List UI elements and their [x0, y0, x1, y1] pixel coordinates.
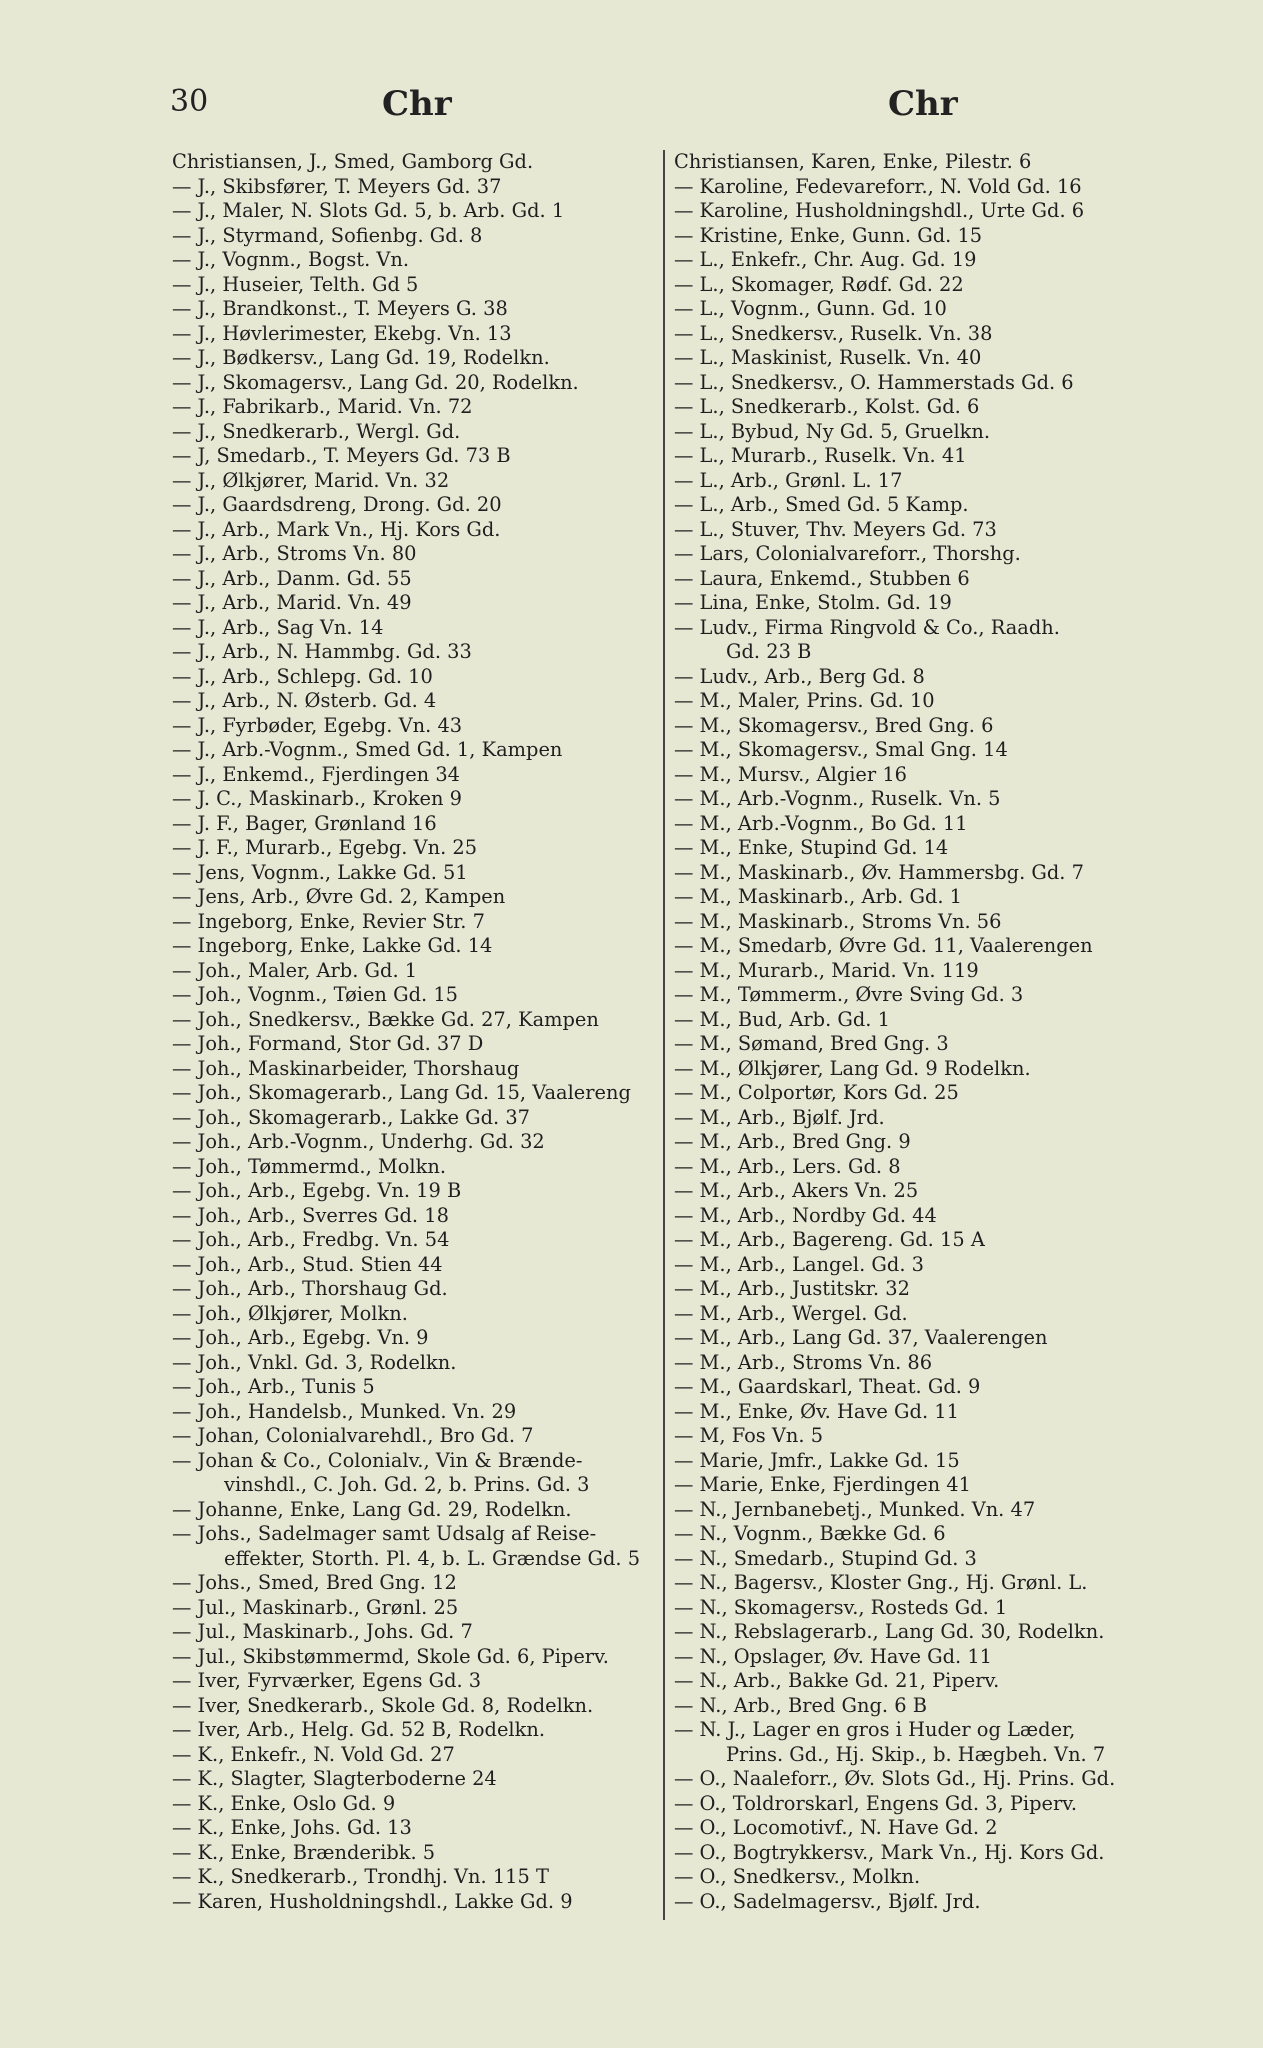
directory-entry: — L., Snedkersv., O. Hammerstads Gd. 6 [674, 370, 1074, 394]
directory-entry: — J., Arb., Mark Vn., Hj. Kors Gd. [172, 517, 501, 541]
directory-entry: — L., Maskinist, Ruselk. Vn. 40 [674, 346, 982, 369]
directory-entry: — J., Arb., Danm. Gd. 55 [172, 566, 412, 590]
directory-entry: — N., Smedarb., Stupind Gd. 3 [674, 1546, 977, 1570]
left-running-head: Chr [382, 84, 452, 124]
directory-entry: — Joh., Formand, Stor Gd. 37 D [172, 1032, 484, 1055]
directory-entry: — Joh., Arb., Sverres Gd. 18 [172, 1203, 449, 1227]
directory-entry: — L., Snedkerarb., Kolst. Gd. 6 [674, 395, 980, 418]
directory-entry: — J., Huseier, Telth. Gd 5 [172, 272, 419, 296]
directory-entry: — J., Arb., N. Hammbg. Gd. 33 [172, 640, 472, 663]
directory-entry: — M., Arb., Akers Vn. 25 [674, 1179, 919, 1202]
directory-entry: — Johan & Co., Colonialv., Vin & Brænde- [172, 1448, 583, 1472]
directory-entry: — J., Arb., Marid. Vn. 49 [172, 591, 412, 614]
directory-entry: — J., Ølkjører, Marid. Vn. 32 [172, 468, 450, 492]
directory-entry: — M., Maskinarb., Stroms Vn. 56 [674, 909, 1002, 933]
directory-entry: — M., Arb., Justitskr. 32 [674, 1277, 910, 1300]
page-number: 30 [170, 84, 209, 119]
directory-entry: — Karen, Husholdningshdl., Lakke Gd. 9 [172, 1889, 573, 1913]
directory-entry: — M., Tømmerm., Øvre Sving Gd. 3 [674, 983, 1024, 1006]
directory-entry: — M., Smedarb, Øvre Gd. 11, Vaalerengen [674, 934, 1093, 957]
directory-entry: — Joh., Maskinarbeider, Thorshaug [172, 1056, 520, 1080]
directory-entry: — Kristine, Enke, Gunn. Gd. 15 [674, 223, 983, 247]
directory-entry: — Joh., Maler, Arb. Gd. 1 [172, 958, 418, 982]
directory-entry: — Joh., Tømmermd., Molkn. [172, 1154, 447, 1178]
directory-entry: — Ludv., Arb., Berg Gd. 8 [674, 664, 925, 688]
directory-entry: — J., Arb., Stroms Vn. 80 [172, 542, 417, 565]
directory-entry: — J., Snedkerarb., Wergl. Gd. [172, 419, 461, 443]
directory-entry: — M., Enke, Stupind Gd. 14 [674, 836, 949, 859]
directory-entry: — Joh., Arb., Thorshaug Gd. [172, 1277, 448, 1300]
directory-entry: — Johs., Smed, Bred Gng. 12 [172, 1571, 457, 1594]
directory-entry: — M., Enke, Øv. Have Gd. 11 [674, 1399, 959, 1423]
left-column [172, 150, 652, 1970]
directory-entry: — Joh., Skomagerarb., Lakke Gd. 37 [172, 1105, 531, 1129]
directory-entry: Prins. Gd., Hj. Skip., b. Hægbeh. Vn. 7 [726, 1742, 1106, 1766]
right-running-head: Chr [888, 84, 958, 124]
column-divider [663, 150, 665, 1920]
directory-entry: — O., Toldrorskarl, Engens Gd. 3, Piperv. [674, 1791, 1078, 1815]
directory-entry: — N., Vognm., Bække Gd. 6 [674, 1522, 946, 1545]
directory-entry: Christiansen, Karen, Enke, Pilestr. 6 [674, 150, 1032, 173]
directory-entry: — Johanne, Enke, Lang Gd. 29, Rodelkn. [172, 1497, 572, 1521]
directory-entry: — Joh., Arb., Fredbg. Vn. 54 [172, 1228, 450, 1251]
directory-entry: — J., Skomagersv., Lang Gd. 20, Rodelkn. [172, 370, 579, 394]
directory-entry: — M., Arb., Bjølf. Jrd. [674, 1105, 885, 1129]
directory-entry: — M., Mursv., Algier 16 [674, 762, 908, 786]
directory-entry: — Jens, Arb., Øvre Gd. 2, Kampen [172, 885, 506, 908]
directory-entry: — J., Arb., Sag Vn. 14 [172, 615, 384, 639]
directory-entry: — Jens, Vognm., Lakke Gd. 51 [172, 860, 468, 884]
directory-entry: — Marie, Enke, Fjerdingen 41 [674, 1473, 971, 1496]
directory-entry: — M, Fos Vn. 5 [674, 1424, 824, 1447]
directory-entry: — Karoline, Husholdningshdl., Urte Gd. 6 [674, 199, 1085, 222]
directory-entry: — L., Arb., Grønl. L. 17 [674, 468, 903, 492]
directory-entry: — Karoline, Fedevareforr., N. Vold Gd. 16 [674, 174, 1082, 198]
directory-entry: — Joh., Arb.-Vognm., Underhg. Gd. 32 [172, 1130, 545, 1153]
directory-entry: — K., Snedkerarb., Trondhj. Vn. 115 T [172, 1865, 549, 1888]
directory-entry: — O., Snedkersv., Molkn. [674, 1865, 921, 1888]
directory-entry: — Ingeborg, Enke, Revier Str. 7 [172, 909, 485, 933]
directory-entry: — M., Sømand, Bred Gng. 3 [674, 1032, 949, 1055]
directory-entry: — Joh., Ølkjører, Molkn. [172, 1301, 408, 1325]
directory-entry: vinshdl., C. Joh. Gd. 2, b. Prins. Gd. 3 [224, 1473, 590, 1496]
directory-entry: — L., Murarb., Ruselk. Vn. 41 [674, 444, 967, 467]
directory-entry: effekter, Storth. Pl. 4, b. L. Grændse Gd. 5 [224, 1546, 641, 1570]
directory-entry: — Iver, Arb., Helg. Gd. 52 B, Rodelkn. [172, 1718, 546, 1741]
directory-entry: — L., Snedkersv., Ruselk. Vn. 38 [674, 321, 993, 345]
directory-entry: Christiansen, J., Smed, Gamborg Gd. [172, 150, 534, 173]
directory-entry: — M., Arb., Lang Gd. 37, Vaalerengen [674, 1326, 1048, 1349]
directory-entry: — K., Slagter, Slagterboderne 24 [172, 1767, 497, 1790]
directory-entry: — J., Arb.-Vognm., Smed Gd. 1, Kampen [172, 738, 563, 761]
directory-entry: — Jul., Maskinarb., Grønl. 25 [172, 1595, 459, 1619]
directory-entry: — M., Colportør, Kors Gd. 25 [674, 1081, 959, 1104]
directory-entry: — K., Enkefr., N. Vold Gd. 27 [172, 1742, 455, 1766]
directory-entry: — J., Fyrbøder, Egebg. Vn. 43 [172, 713, 463, 737]
directory-entry: — L., Stuver, Thv. Meyers Gd. 73 [674, 517, 997, 541]
right-column [674, 150, 1159, 1970]
directory-entry: — L., Enkefr., Chr. Aug. Gd. 19 [674, 248, 977, 271]
directory-entry: — Joh., Vognm., Tøien Gd. 15 [172, 983, 458, 1006]
directory-entry: — Laura, Enkemd., Stubben 6 [674, 566, 970, 590]
directory-entry: — K., Enke, Oslo Gd. 9 [172, 1791, 396, 1815]
directory-entry: — K., Enke, Brænderibk. 5 [172, 1840, 436, 1864]
directory-entry: — Ludv., Firma Ringvold & Co., Raadh. [674, 615, 1060, 639]
directory-entry: — M., Skomagersv., Smal Gng. 14 [674, 738, 1008, 761]
directory-entry: — Joh., Vnkl. Gd. 3, Rodelkn. [172, 1350, 457, 1374]
directory-entry: — N., Bagersv., Kloster Gng., Hj. Grønl. L. [674, 1571, 1088, 1594]
directory-entry: — M., Arb., Langel. Gd. 3 [674, 1252, 924, 1276]
directory-entry: — Marie, Jmfr., Lakke Gd. 15 [674, 1448, 960, 1472]
directory-entry: — O., Bogtrykkersv., Mark Vn., Hj. Kors Gd. [674, 1840, 1105, 1864]
directory-entry: — N. J., Lager en gros i Huder og Læder, [674, 1718, 1076, 1741]
directory-entry: — M., Arb., Stroms Vn. 86 [674, 1350, 933, 1374]
directory-entry: — J., Bødkersv., Lang Gd. 19, Rodelkn. [172, 346, 550, 369]
directory-entry: — Iver, Snedkerarb., Skole Gd. 8, Rodelkn. [172, 1693, 594, 1717]
directory-entry: — M., Ølkjører, Lang Gd. 9 Rodelkn. [674, 1056, 1031, 1080]
directory-entry: — O., Locomotivf., N. Have Gd. 2 [674, 1816, 998, 1839]
directory-entry: — Ingeborg, Enke, Lakke Gd. 14 [172, 934, 493, 957]
directory-entry: — M., Maler, Prins. Gd. 10 [674, 689, 935, 712]
directory-entry: — M., Arb., Nordby Gd. 44 [674, 1203, 937, 1227]
directory-entry: — L., Skomager, Rødf. Gd. 22 [674, 272, 964, 296]
directory-entry: — M., Arb., Bagereng. Gd. 15 A [674, 1228, 985, 1251]
directory-entry: — J., Enkemd., Fjerdingen 34 [172, 762, 460, 786]
directory-entry: — Johan, Colonialvarehdl., Bro Gd. 7 [172, 1424, 534, 1447]
directory-entry: — N., Arb., Bakke Gd. 21, Piperv. [674, 1669, 1000, 1692]
directory-entry: — K., Enke, Johs. Gd. 13 [172, 1816, 412, 1839]
directory-entry: — J. C., Maskinarb., Kroken 9 [172, 787, 462, 810]
directory-entry: — M., Arb., Lers. Gd. 8 [674, 1154, 901, 1178]
directory-entry: — Lars, Colonialvareforr., Thorshg. [674, 542, 1021, 565]
directory-entry: — J., Brandkonst., T. Meyers G. 38 [172, 297, 508, 320]
directory-entry: — Joh., Arb., Egebg. Vn. 9 [172, 1326, 429, 1349]
directory-entry: — J., Maler, N. Slots Gd. 5, b. Arb. Gd. 1 [172, 199, 565, 222]
directory-entry: — L., Bybud, Ny Gd. 5, Gruelkn. [674, 419, 991, 443]
directory-entry: — J., Vognm., Bogst. Vn. [172, 248, 410, 271]
directory-entry: — N., Opslager, Øv. Have Gd. 11 [674, 1644, 992, 1668]
directory-entry: — M., Skomagersv., Bred Gng. 6 [674, 713, 994, 737]
directory-entry: — J., Arb., Schlepg. Gd. 10 [172, 664, 433, 688]
directory-entry: — J., Gaardsdreng, Drong. Gd. 20 [172, 493, 502, 516]
directory-entry: — Joh., Arb., Egebg. Vn. 19 B [172, 1179, 462, 1202]
directory-entry: — N., Skomagersv., Rosteds Gd. 1 [674, 1595, 1008, 1619]
directory-entry: — Johs., Sadelmager samt Udsalg af Reise- [172, 1522, 597, 1545]
directory-entry: — Iver, Fyrværker, Egens Gd. 3 [172, 1669, 482, 1692]
directory-entry: — J., Høvlerimester, Ekebg. Vn. 13 [172, 321, 512, 345]
directory-entry: — M., Gaardskarl, Theat. Gd. 9 [674, 1375, 981, 1398]
directory-entry: — Joh., Arb., Stud. Stien 44 [172, 1252, 443, 1276]
directory-entry: — N., Rebslagerarb., Lang Gd. 30, Rodelkn. [674, 1620, 1105, 1643]
directory-entry: — M., Arb., Bred Gng. 9 [674, 1130, 911, 1153]
directory-entry: — Joh., Handelsb., Munked. Vn. 29 [172, 1399, 517, 1423]
directory-entry: — O., Sadelmagersv., Bjølf. Jrd. [674, 1889, 981, 1913]
directory-entry: — O., Naaleforr., Øv. Slots Gd., Hj. Prins. Gd. [674, 1767, 1116, 1790]
page-header [0, 84, 1263, 134]
directory-entry: — J. F., Murarb., Egebg. Vn. 25 [172, 836, 478, 859]
directory-entry: — L., Vognm., Gunn. Gd. 10 [674, 297, 947, 320]
directory-entry: — J. F., Bager, Grønland 16 [172, 811, 437, 835]
directory-entry: — M., Murarb., Marid. Vn. 119 [674, 958, 979, 982]
directory-entry: — Jul., Skibstømmermd, Skole Gd. 6, Piperv. [172, 1644, 609, 1668]
directory-entry: — Jul., Maskinarb., Johs. Gd. 7 [172, 1620, 473, 1643]
directory-entry: — Joh., Arb., Tunis 5 [172, 1375, 375, 1398]
directory-entry: — Lina, Enke, Stolm. Gd. 19 [674, 591, 952, 614]
directory-entry: — J, Smedarb., T. Meyers Gd. 73 B [172, 444, 511, 467]
directory-entry: — L., Arb., Smed Gd. 5 Kamp. [674, 493, 969, 516]
directory-entry: — M., Arb.-Vognm., Bo Gd. 11 [674, 811, 968, 835]
directory-entry: — M., Arb., Wergel. Gd. [674, 1301, 908, 1325]
directory-entry: — J., Styrmand, Sofienbg. Gd. 8 [172, 223, 483, 247]
directory-entry: — M., Arb.-Vognm., Ruselk. Vn. 5 [674, 787, 1001, 810]
directory-entry: — M., Maskinarb., Arb. Gd. 1 [674, 885, 963, 908]
directory-entry: — Joh., Snedkersv., Bække Gd. 27, Kampen [172, 1007, 599, 1031]
directory-entry: — N., Jernbanebetj., Munked. Vn. 47 [674, 1497, 1036, 1521]
directory-entry: — J., Arb., N. Østerb. Gd. 4 [172, 689, 437, 712]
directory-entry: — J., Skibsfører, T. Meyers Gd. 37 [172, 174, 502, 198]
directory-entry: — Joh., Skomagerarb., Lang Gd. 15, Vaalereng [172, 1081, 631, 1104]
directory-entry: — M., Maskinarb., Øv. Hammersbg. Gd. 7 [674, 860, 1084, 884]
directory-entry: — M., Bud, Arb. Gd. 1 [674, 1007, 890, 1031]
directory-entry: — N., Arb., Bred Gng. 6 B [674, 1693, 927, 1717]
directory-entry: Gd. 23 B [726, 640, 812, 663]
directory-entry: — J., Fabrikarb., Marid. Vn. 72 [172, 395, 473, 418]
